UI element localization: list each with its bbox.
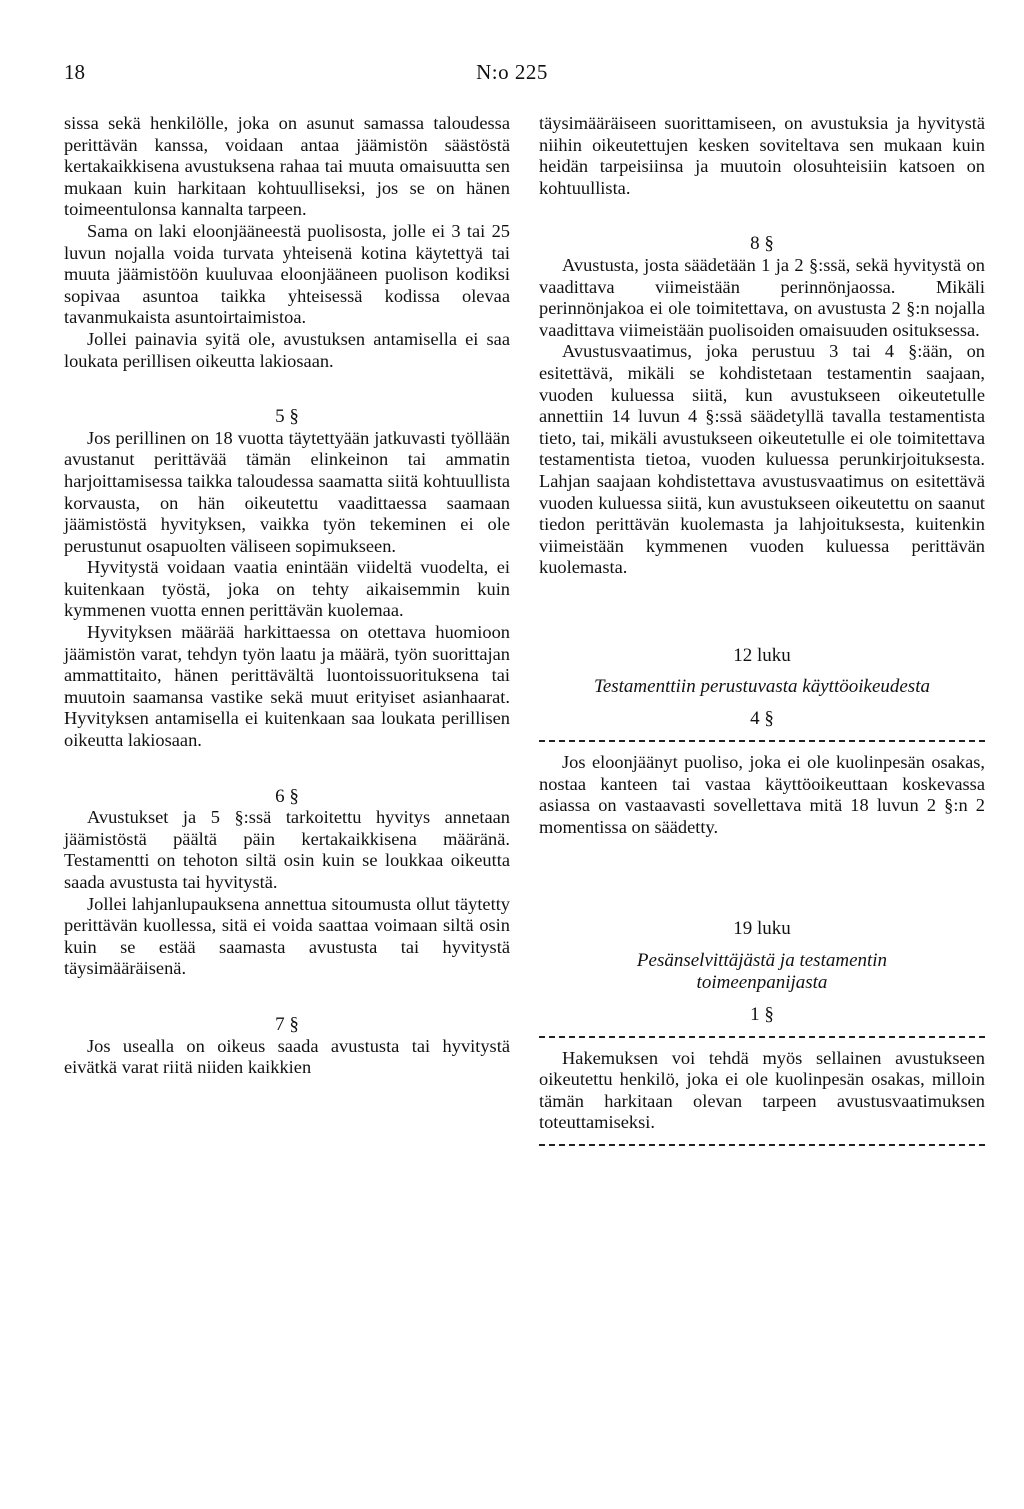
document-number: N:o 225 (476, 60, 548, 84)
paragraph: Jos eloonjäänyt puoliso, joka ei ole kuolinpesän osakas, nostaa kanteen tai vastaa käyttöoikeuttaan koskevassa asiassa on vastaavasti sovellettava mitä 18 luvun 2 §:n 2 momentissa on säädetty. (539, 752, 985, 837)
paragraph: Jollei lahjanlupauksena annettua sitoumusta ollut täytetty perittävän kuollessa, sitä ei voida saattaa voimaan siltä osin kuin se estää saamasta avustusta tai hyvitystä täysimääräisenä. (64, 893, 510, 979)
paragraph: Jos perillinen on 18 vuotta täytettyään jatkuvasti työllään avustanut perittävää tämän elinkeinon tai ammatin harjoittamisessa taikka taloudessa saamatta siitä kohtuullista korvausta, on hän oikeutettu vaadittaessa saamaan jäämistöstä hyvityksen, vaikka työn tekeminen ei ole perustunut osapuolten väliseen sopimukseen. (64, 427, 510, 556)
paragraph: Hyvityksen määrää harkittaessa on otettava huomioon jäämistön varat, tehdyn työn laatu ja määrä, työn suorittajan ammattitaito, hänen perittävältä luontoissuorituksena tai muutoin saamansa vastike sekä muut erityiset asianhaarat. Hyvityksen antamisella ei kuitenkaan saa loukata perillisen oikeutta lakiosaan. (64, 622, 510, 751)
page-header (0, 44, 1024, 84)
left-column (64, 113, 510, 1079)
chapter-title: Testamenttiin perustuvasta käyttöoikeudesta (594, 676, 930, 698)
chapter-title-line: Pesänselvittäjästä ja testamentin (636, 950, 888, 972)
section-heading: 4 § (750, 708, 774, 730)
paragraph: Hakemuksen voi tehdä myös sellainen avustukseen oikeutettu henkilö, joka ei ole kuolinpesän osakas, milloin tämän harkitaan olevan tarpeen avustusvaatimuksen toteuttamiseksi. (539, 1047, 985, 1133)
section-heading: 1 § (750, 1004, 774, 1026)
chapter-heading: 12 luku (733, 644, 791, 666)
section-heading: 7 § (275, 1013, 299, 1035)
section-heading: 6 § (275, 785, 299, 807)
paragraph: Jos usealla on oikeus saada avustusta tai hyvitystä eivätkä varat riitä niiden kaikkien (64, 1035, 510, 1078)
page-number: 18 (64, 60, 85, 84)
section-heading: 5 § (275, 406, 299, 428)
paragraph: Avustusta, josta säädetään 1 ja 2 §:ssä, sekä hyvitystä on vaadittava viimeistään perinnönjaossa. Mikäli perinnönjakoa ei ole toimitettava, on avustusta 2 §:n nojalla vaadittava viimeistään puolisoiden omaisuuden osituksessa. (539, 254, 985, 340)
chapter-heading: 19 luku (733, 918, 791, 940)
paragraph: Avustukset ja 5 §:ssä tarkoitettu hyvitys annetaan jäämistöstä päältä päin kertakaikkisena määränä. Testamentti on tehoton siltä osin kuin se loukkaa oikeutta saada avustusta tai hyvitystä. (64, 807, 510, 892)
paragraph: Avustusvaatimus, joka perustuu 3 tai 4 §:ään, on esitettävä, mikäli se kohdistetaan testamentin saajaan, vuoden kuluessa siitä, kun avustukseen oikeutetulle annettiin 14 luvun 4 §:ssä säädetyllä tavalla testamentista tieto, tai, mikäli avustukseen oikeutetulle ei ole toimitettava testamentista tietoa, vuoden kuluessa perunkirjoituksesta. Lahjan saajaan kohdistettava avustusvaatimus on esitettävä vuoden kuluessa siitä, kun avustukseen oikeutettu on saanut tiedon perittävän kuolemasta ja lahjoituksesta, kuitenkin viimeistään kymmenen vuoden kuluessa perittävän kuolemasta. (539, 341, 985, 578)
omission-dash-line (539, 730, 985, 752)
chapter-title-line: toimeenpanijasta (696, 972, 828, 994)
omission-dash-line (539, 1134, 985, 1156)
right-column (539, 113, 985, 1156)
paragraph: täysimääräiseen suorittamiseen, on avustuksia ja hyvitystä niihin oikeutettujen kesken soviteltava sen mukaan kuin heidän tarpeisiinsa ja muutoin olosuhteisiin katsoen on kohtuullista. (539, 113, 985, 198)
omission-dash-line (539, 1026, 985, 1048)
paragraph: Sama on laki eloonjääneestä puolisosta, jolle ei 3 tai 25 luvun nojalla voida turvata yhteisenä kotina käytettyä tai muuta jäämistöön kuuluvaa eloonjääneen puolison kodiksi sopivaa asuntoa taikka yhteisessä kodissa olevaa tavanmukaista asuntoirtaimistoa. (64, 220, 510, 328)
section-heading: 8 § (750, 233, 774, 255)
paragraph: sissa sekä henkilölle, joka on asunut samassa taloudessa perittävän kanssa, voidaan antaa jäämistön säästöstä kertakaikkisena avustuksena rahaa tai muuta omaisuutta sen mukaan kuin harkitaan kohtuulliseksi, jos se on hänen toimeentulonsa kannalta tarpeen. (64, 113, 510, 220)
paragraph: Hyvitystä voidaan vaatia enintään viideltä vuodelta, ei kuitenkaan työstä, joka on tehty aikaisemmin kuin kymmenen vuotta ennen perittävän kuolemaa. (64, 557, 510, 621)
paragraph: Jollei painavia syitä ole, avustuksen antamisella ei saa loukata perillisen oikeutta lakiosaan. (64, 328, 510, 371)
